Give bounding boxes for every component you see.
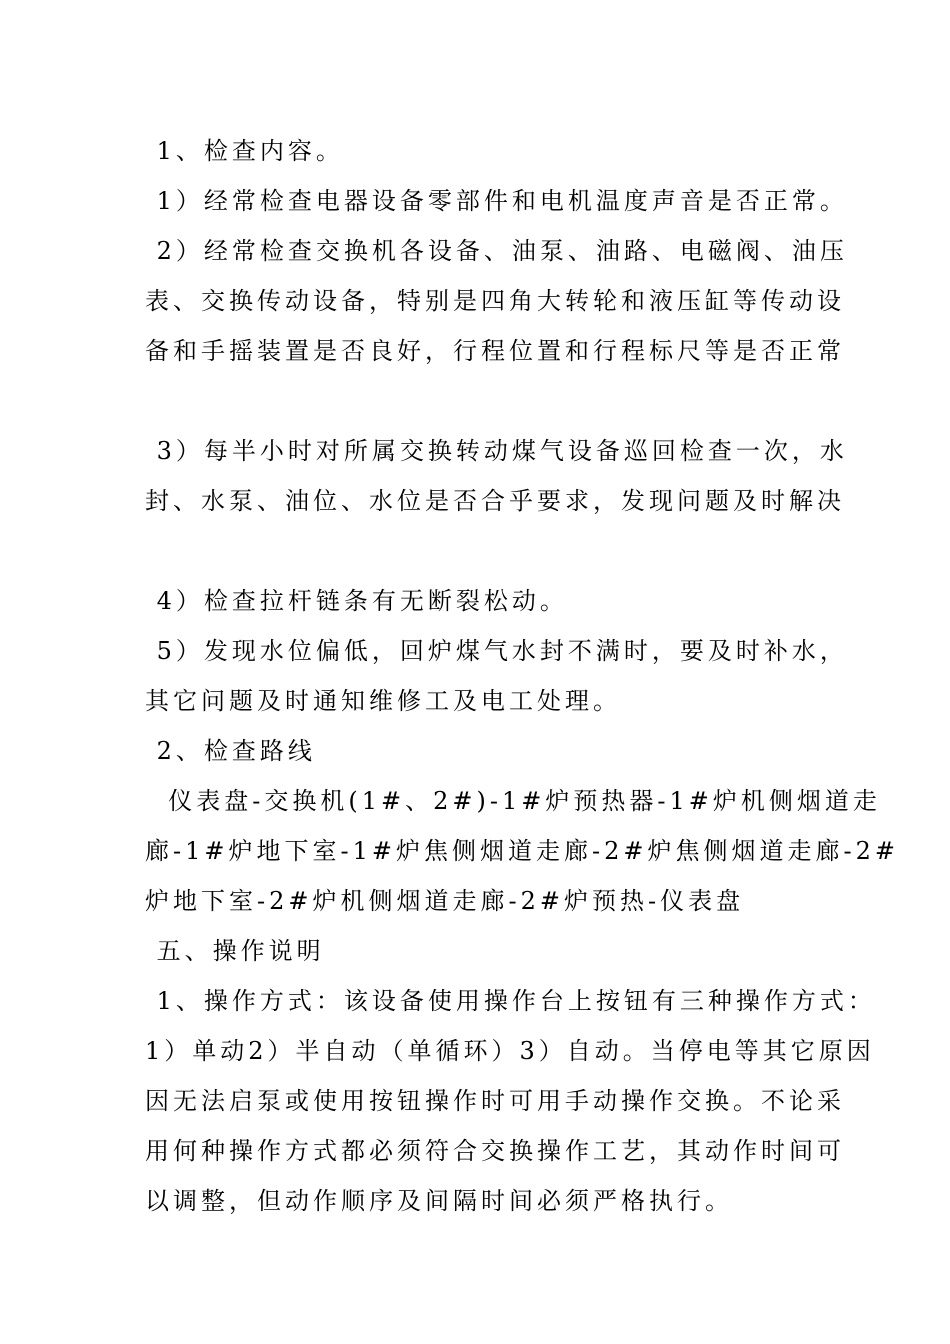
paragraph-line: 5）发现水位偏低，回炉煤气水封不满时，要及时补水，: [145, 637, 848, 665]
section-heading-inspection-content: 1、检查内容。: [145, 137, 344, 165]
route-line: 廊-1#炉地下室-1#炉焦侧烟道走廊-2#炉焦侧烟道走廊-2#: [145, 837, 899, 865]
paragraph-line: 1、操作方式：该设备使用操作台上按钮有三种操作方式：: [145, 987, 876, 1015]
paragraph-line: 其它问题及时通知维修工及电工处理。: [145, 687, 621, 715]
paragraph-line: 1）经常检查电器设备零部件和电机温度声音是否正常。: [145, 187, 848, 215]
route-line: 炉地下室-2#炉机侧烟道走廊-2#炉预热-仪表盘: [145, 887, 745, 915]
paragraph-line: 2）经常检查交换机各设备、油泵、油路、电磁阀、油压: [145, 237, 848, 265]
paragraph-line: 因无法启泵或使用按钮操作时可用手动操作交换。不论采: [145, 1087, 845, 1115]
paragraph-line: 备和手摇装置是否良好，行程位置和行程标尺等是否正常: [145, 337, 845, 365]
paragraph-line: 表、交换传动设备，特别是四角大转轮和液压缸等传动设: [145, 287, 845, 315]
paragraph-line: 4）检查拉杆链条有无断裂松动。: [145, 587, 568, 615]
paragraph-line: 以调整，但动作顺序及间隔时间必须严格执行。: [145, 1187, 733, 1215]
paragraph-line: 1）单动2）半自动（单循环）3）自动。当停电等其它原因: [145, 1037, 875, 1065]
route-line: 仪表盘-交换机(1#、2#)-1#炉预热器-1#炉机侧烟道走: [145, 787, 881, 815]
paragraph-line: 用何种操作方式都必须符合交换操作工艺，其动作时间可: [145, 1137, 845, 1165]
paragraph-line: 封、水泵、油位、水位是否合乎要求，发现问题及时解决: [145, 487, 845, 515]
paragraph-line: 3）每半小时对所属交换转动煤气设备巡回检查一次，水: [145, 437, 848, 465]
section-heading-operation-instructions: 五、操作说明: [145, 937, 325, 965]
section-heading-inspection-route: 2、检查路线: [145, 737, 316, 765]
